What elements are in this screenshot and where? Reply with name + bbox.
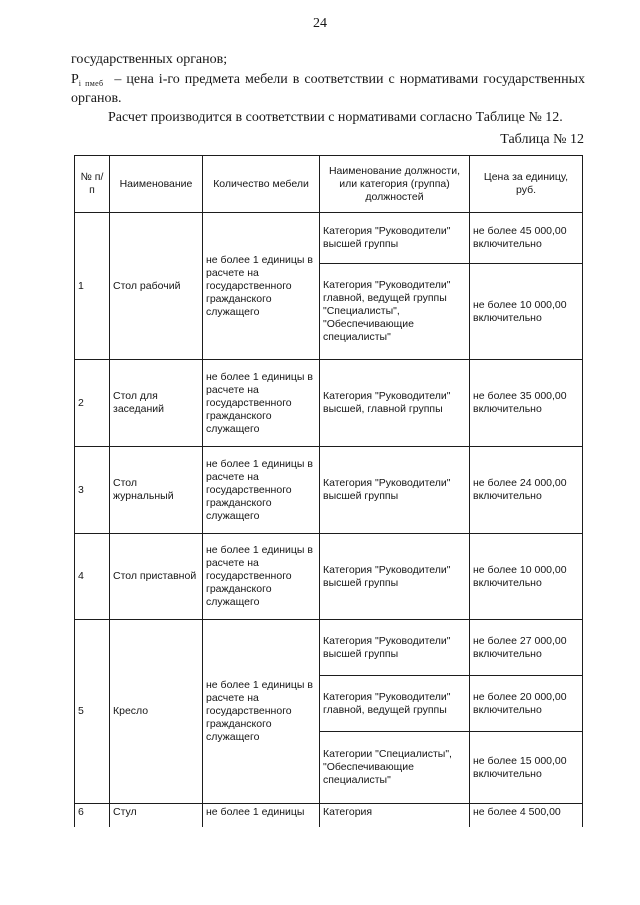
header-quantity: Количество мебели — [203, 156, 320, 213]
row-number: 6 — [75, 804, 110, 827]
formula-subscript: i пмеб — [78, 79, 104, 88]
price-limit: не более 35 000,00 включительно — [470, 360, 583, 447]
page-number: 24 — [313, 16, 327, 31]
position-category: Категория "Руководители" главной, ведущей группы — [320, 676, 470, 732]
paragraph-calculation-note: Расчет производится в соответствии с нормативами согласно Таблице № 12. — [108, 110, 563, 125]
item-quantity: не более 1 единицы в расчете на государственного гражданского служащего — [203, 213, 320, 360]
header-position: Наименование должности, или категория (группа) должностей — [320, 156, 470, 213]
price-limit: не более 24 000,00 включительно — [470, 447, 583, 534]
row-number: 4 — [75, 534, 110, 620]
table-row — [75, 534, 583, 620]
item-name: Стол рабочий — [110, 213, 203, 360]
header-price: Цена за единицу, руб. — [470, 156, 583, 213]
table-caption: Таблица № 12 — [500, 132, 584, 147]
price-limit: не более 10 000,00 включительно — [470, 534, 583, 620]
formula-symbol: P — [71, 72, 79, 87]
position-category: Категория "Руководители" высшей группы — [320, 447, 470, 534]
table-row — [75, 620, 583, 676]
item-name: Стол для заседаний — [110, 360, 203, 447]
position-category: Категория "Руководители" высшей группы — [320, 213, 470, 264]
item-quantity: не более 1 единицы в расчете на государственного гражданского служащего — [203, 360, 320, 447]
position-category: Категории "Специалисты", "Обеспечивающие специалисты" — [320, 732, 470, 804]
item-name: Стол приставной — [110, 534, 203, 620]
item-quantity: не более 1 единицы — [203, 804, 320, 827]
table-row — [75, 360, 583, 447]
price-limit: не более 4 500,00 — [470, 804, 583, 827]
row-number: 3 — [75, 447, 110, 534]
row-number: 5 — [75, 620, 110, 804]
furniture-norms-table — [74, 155, 583, 827]
paragraph-organs: государственных органов; — [71, 52, 228, 67]
paragraph-formula-definition — [71, 71, 585, 108]
item-quantity: не более 1 единицы в расчете на государственного гражданского служащего — [203, 534, 320, 620]
header-name: Наименование — [110, 156, 203, 213]
table-row — [75, 447, 583, 534]
row-number: 2 — [75, 360, 110, 447]
table-row — [75, 213, 583, 264]
price-limit: не более 10 000,00 включительно — [470, 264, 583, 360]
item-name: Кресло — [110, 620, 203, 804]
price-limit: не более 45 000,00 включительно — [470, 213, 583, 264]
item-name: Стол журнальный — [110, 447, 203, 534]
position-category: Категория "Руководители" высшей группы — [320, 620, 470, 676]
position-category: Категория — [320, 804, 470, 827]
price-limit: не более 15 000,00 включительно — [470, 732, 583, 804]
position-category: Категория "Руководители" высшей группы — [320, 534, 470, 620]
position-category: Категория "Руководители" главной, ведущей группы "Специалисты", "Обеспечивающие специалисты" — [320, 264, 470, 360]
formula-definition-text: – цена i-го предмета мебели в соответствии с нормативами государственных органов. — [71, 72, 585, 106]
row-number: 1 — [75, 213, 110, 360]
position-category: Категория "Руководители" высшей, главной группы — [320, 360, 470, 447]
item-name: Стул — [110, 804, 203, 827]
table-header-row — [75, 156, 583, 213]
header-num: № п/п — [75, 156, 110, 213]
table-row — [75, 804, 583, 827]
price-limit: не более 27 000,00 включительно — [470, 620, 583, 676]
item-quantity: не более 1 единицы в расчете на государственного гражданского служащего — [203, 447, 320, 534]
price-limit: не более 20 000,00 включительно — [470, 676, 583, 732]
item-quantity: не более 1 единицы в расчете на государственного гражданского служащего — [203, 620, 320, 804]
